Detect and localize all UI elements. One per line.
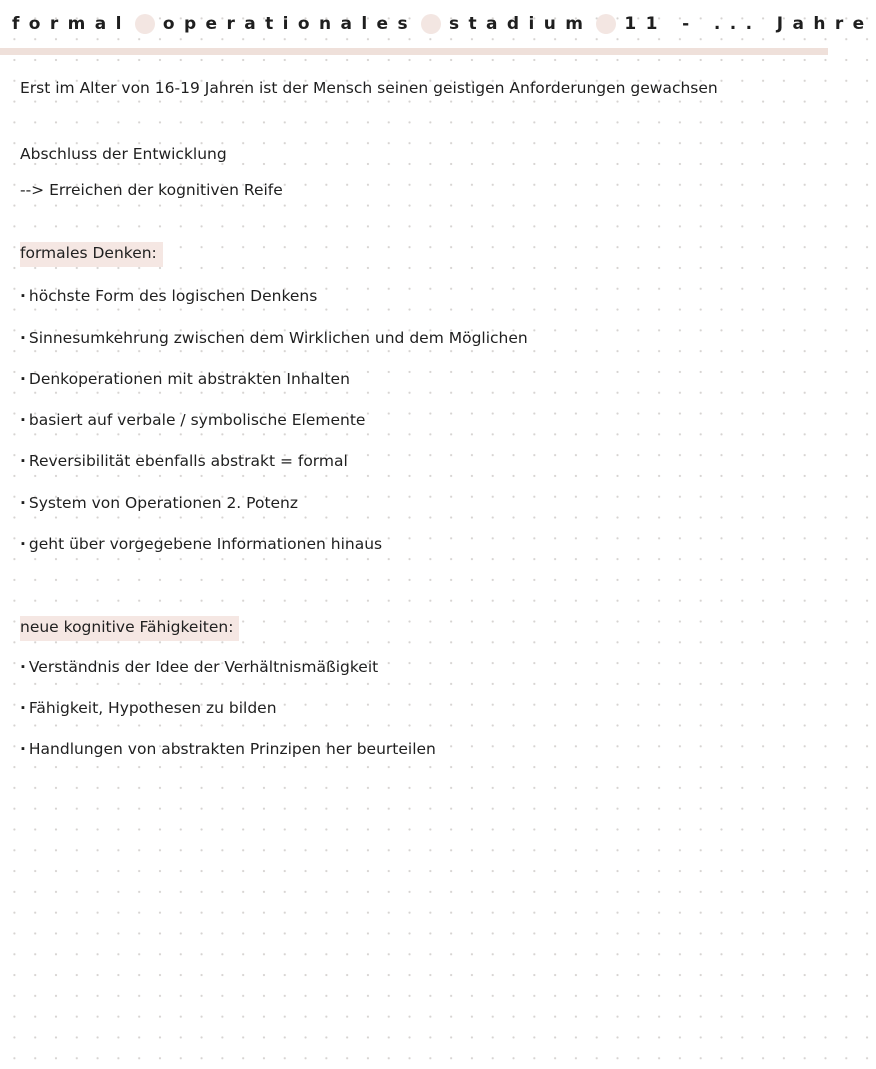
- formal-thinking-item: · Sinnesumkehrung zwischen dem Wirklichen und dem Möglichen: [20, 328, 528, 349]
- formal-thinking-heading-row: [20, 242, 163, 267]
- formal-thinking-item: · Reversibilität ebenfalls abstrakt = formal: [20, 451, 348, 472]
- formal-thinking-item: · geht über vorgegebene Informationen hinaus: [20, 534, 382, 555]
- new-abilities-item: · Verständnis der Idee der Verhältnismäßigkeit: [20, 657, 378, 678]
- formal-thinking-item: · höchste Form des logischen Denkens: [20, 286, 317, 307]
- intro-line-completion: Abschluss der Entwicklung: [20, 145, 227, 163]
- intro-line-maturity: --> Erreichen der kognitiven Reife: [20, 181, 283, 199]
- title-separator-dot: [421, 14, 441, 34]
- new-abilities-item: · Handlungen von abstrakten Prinzipen her beurteilen: [20, 739, 436, 760]
- page-title: [10, 12, 876, 36]
- title-separator-dot: [135, 14, 155, 34]
- title-separator-dot: [596, 14, 616, 34]
- formal-thinking-heading: formales Denken:: [20, 242, 163, 267]
- new-abilities-item: · Fähigkeit, Hypothesen zu bilden: [20, 698, 277, 719]
- page-header: [0, 0, 874, 50]
- title-part-stadium: stadium: [449, 14, 593, 34]
- formal-thinking-item: · basiert auf verbale / symbolische Elemente: [20, 410, 365, 431]
- new-abilities-heading-row: [20, 616, 239, 641]
- title-part-age: 11 - ... Jahre: [624, 14, 874, 34]
- title-part-formal: formal: [12, 14, 131, 34]
- header-rule: [0, 48, 828, 55]
- formal-thinking-item: · Denkoperationen mit abstrakten Inhalten: [20, 369, 350, 390]
- title-part-operationales: operationales: [162, 14, 417, 34]
- formal-thinking-item: · System von Operationen 2. Potenz: [20, 493, 298, 514]
- new-abilities-heading: neue kognitive Fähigkeiten:: [20, 616, 239, 641]
- intro-line-age: Erst im Alter von 16-19 Jahren ist der Mensch seinen geistigen Anforderungen gewachsen: [20, 79, 718, 97]
